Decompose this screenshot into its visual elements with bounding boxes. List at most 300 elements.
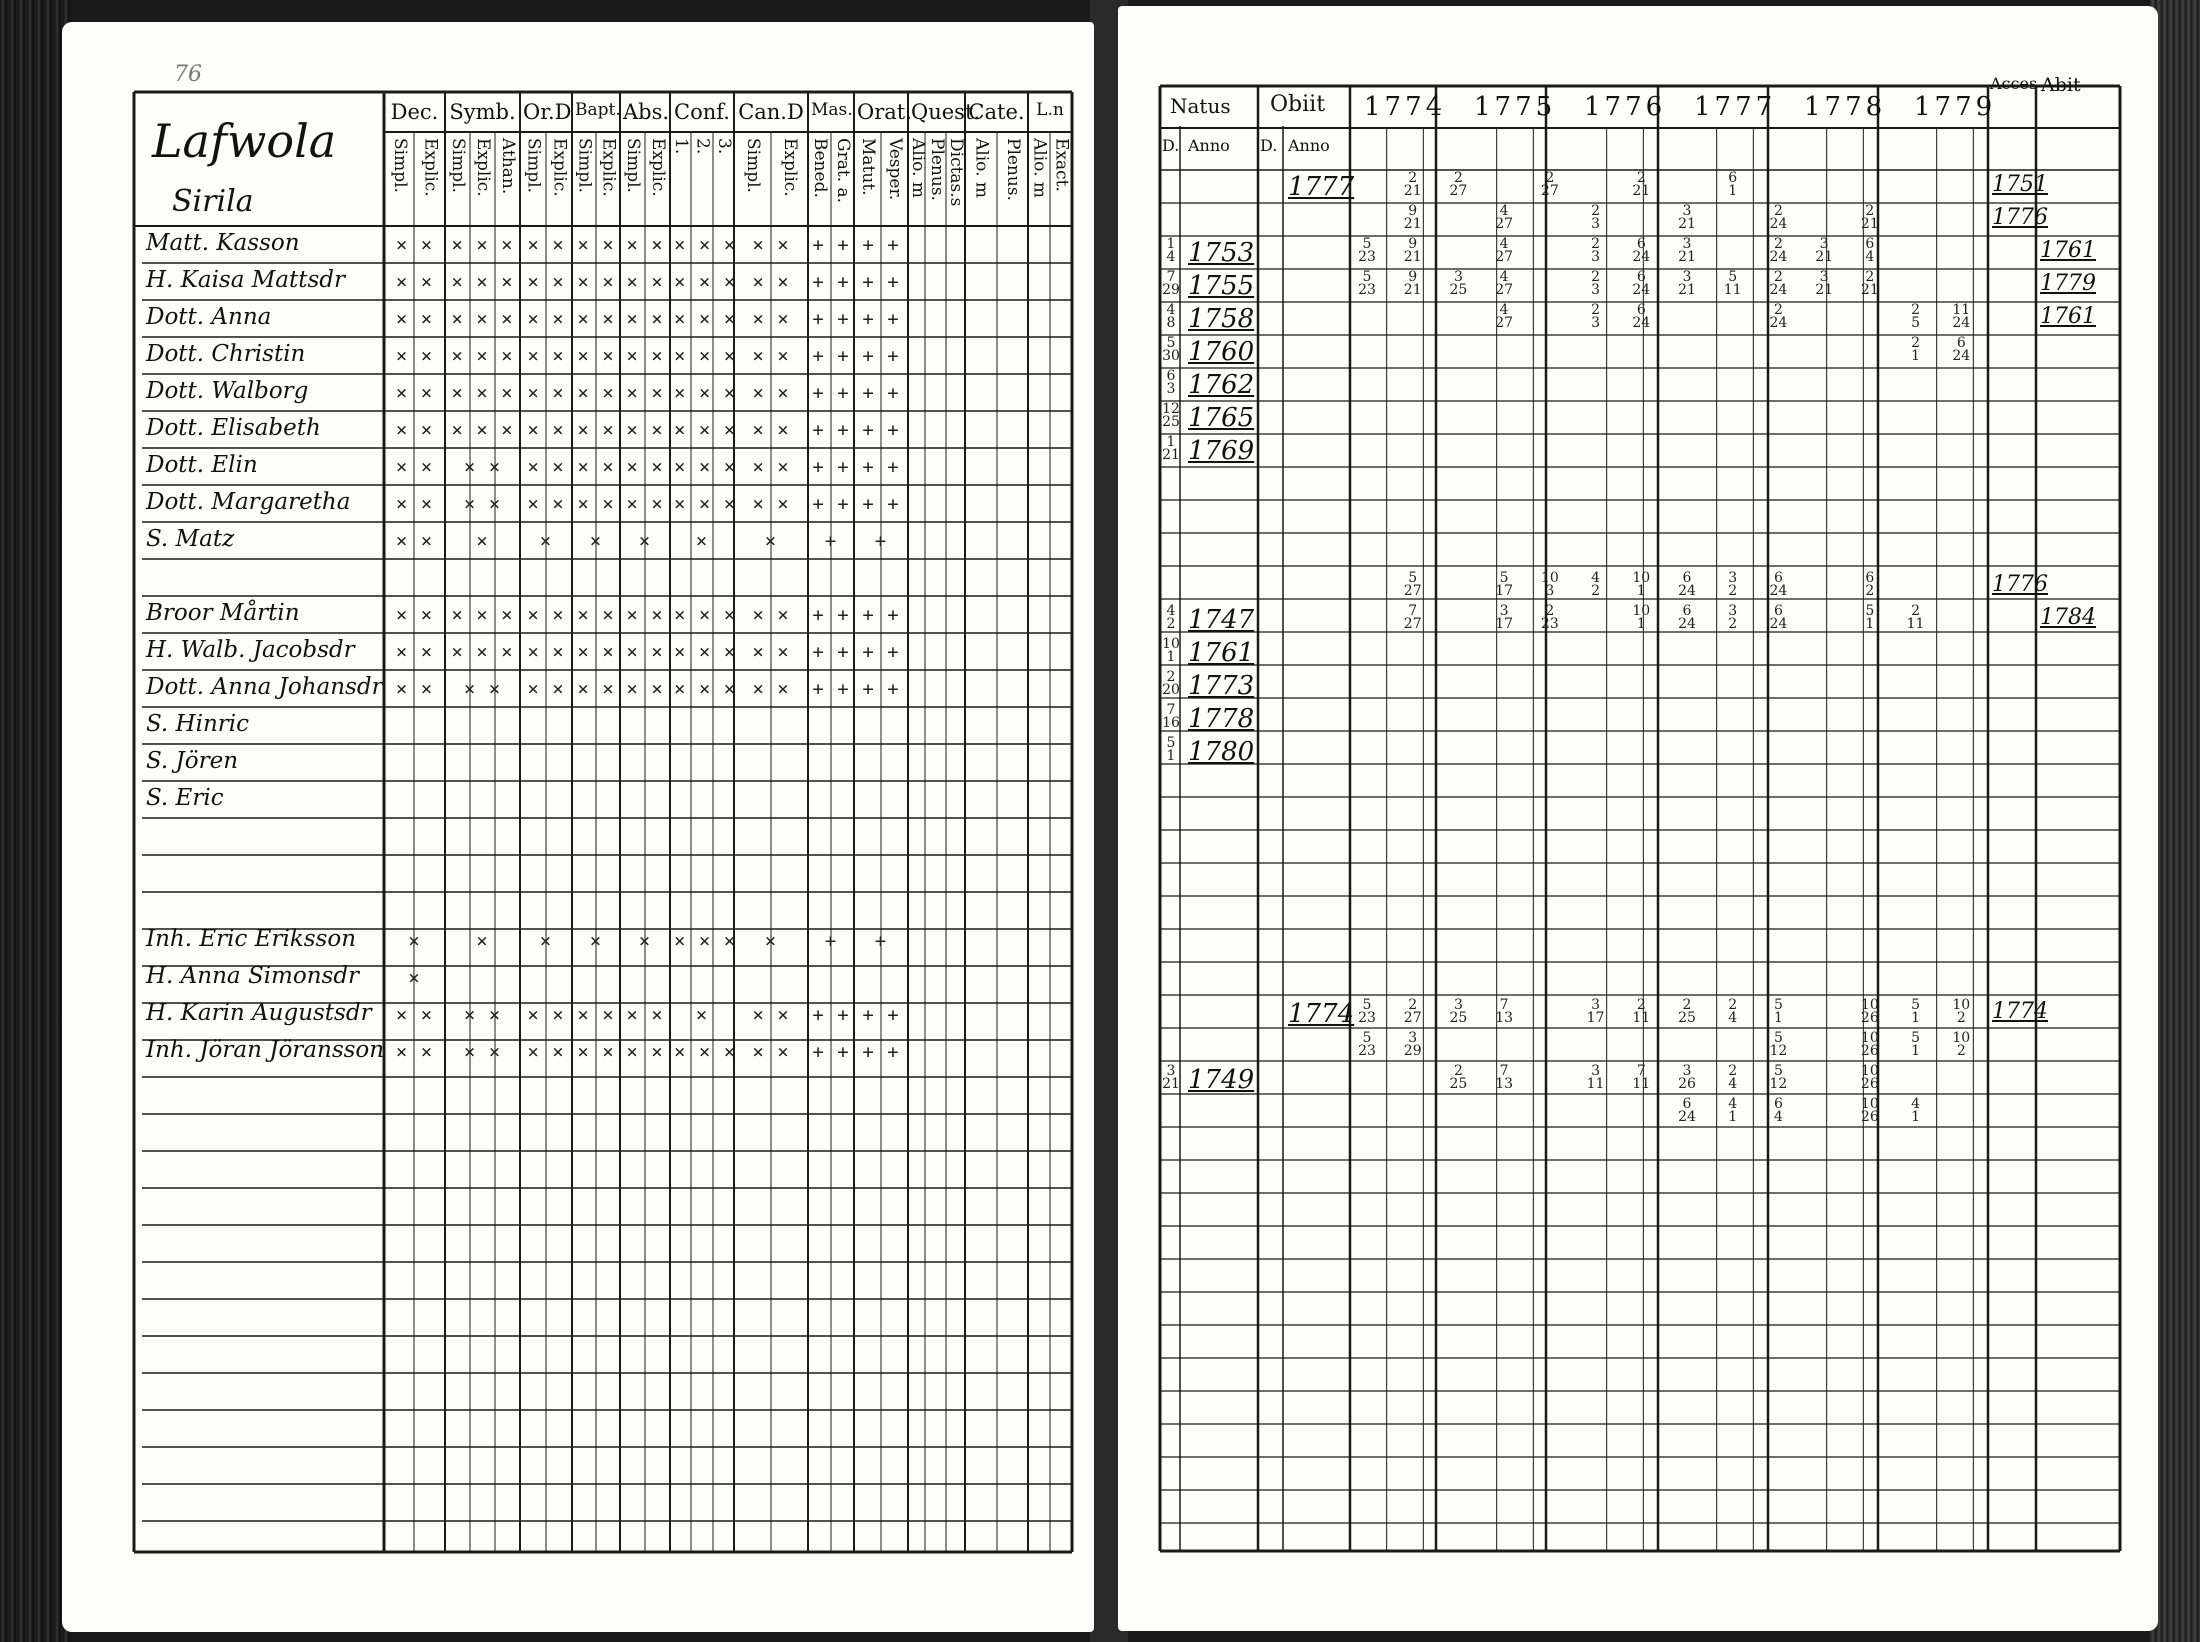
catechism-mark: × × — [626, 493, 664, 515]
year-header: 1776 — [1584, 92, 1667, 122]
communion-date: 3 29 — [1403, 1030, 1422, 1059]
communion-date: 5 12 — [1769, 1030, 1788, 1059]
catechism-mark: × × — [527, 641, 565, 663]
catechism-mark: × × — [752, 493, 790, 515]
communion-date: 2 23 — [1540, 603, 1559, 632]
communion-date: 4 27 — [1495, 203, 1514, 232]
communion-date: 3 21 — [1678, 269, 1696, 298]
catechism-mark: × × × — [451, 234, 514, 256]
communion-date: 10 26 — [1860, 997, 1879, 1026]
catechism-mark: × × — [626, 382, 664, 404]
catechism-mark: × — [764, 930, 778, 952]
abiit-year: 1761 — [2040, 238, 2096, 263]
column-subheader: Matut. — [858, 138, 878, 196]
catechism-mark: × × — [752, 678, 790, 700]
column-subheader: 3. — [713, 138, 734, 155]
catechism-mark: × × — [463, 1004, 502, 1026]
person-name: Dott. Anna — [146, 304, 272, 330]
column-subheader: Explic. — [473, 138, 493, 197]
catechism-mark: × — [408, 930, 421, 952]
person-name: H. Karin Augustsdr — [146, 1000, 372, 1026]
natus-day-header: D. — [1162, 136, 1180, 155]
abiit-year: 1784 — [2040, 605, 2096, 630]
catechism-mark: × × — [395, 1041, 434, 1063]
person-name: Inh. Jöran Jöransson — [146, 1037, 385, 1063]
communion-date: 5 12 — [1769, 1063, 1788, 1092]
catechism-mark: × × — [395, 234, 434, 256]
person-name: Matt. Kasson — [146, 230, 300, 256]
communion-date: 7 11 — [1632, 1063, 1651, 1092]
communion-date: 3 26 — [1678, 1063, 1696, 1092]
abiit-year: 1779 — [2040, 271, 2096, 296]
communion-date: 6 2 — [1865, 570, 1875, 599]
person-name: H. Anna Simonsdr — [146, 963, 360, 989]
catechism-mark: × — [695, 530, 709, 552]
communion-date: 2 21 — [1860, 203, 1879, 232]
catechism-mark: × × — [752, 382, 790, 404]
catechism-mark: × × — [626, 456, 664, 478]
catechism-mark: × × × — [674, 234, 737, 256]
death-year: 1774 — [1288, 999, 1355, 1029]
catechism-mark: × × — [752, 234, 790, 256]
person-name: Broor Mårtin — [146, 600, 300, 626]
birth-year: 1762 — [1188, 370, 1255, 400]
person-name: S. Hinric — [146, 711, 250, 737]
catechism-mark: + + — [812, 234, 850, 256]
column-subheader: Plenus. — [927, 138, 947, 201]
catechism-mark: × — [764, 530, 778, 552]
catechism-mark: × — [695, 1004, 709, 1026]
catechism-mark: × × × — [674, 419, 737, 441]
accessit-year: 1776 — [1992, 205, 2048, 230]
column-subheader: 2. — [692, 138, 713, 155]
birth-day: 5 1 — [1166, 735, 1176, 764]
birth-year: 1747 — [1188, 605, 1255, 635]
communion-date: 3 2 — [1728, 570, 1738, 599]
column-header: Dec. — [390, 100, 439, 124]
catechism-mark: + + — [812, 419, 850, 441]
catechism-mark: × × — [577, 456, 615, 478]
column-subheader: Explic. — [420, 138, 441, 197]
birth-year: 1758 — [1188, 304, 1255, 334]
accessit-header: Acces — [1990, 74, 2038, 93]
catechism-mark: × × — [626, 345, 664, 367]
catechism-mark: + + — [862, 382, 900, 404]
column-header: Bapt. — [575, 100, 621, 120]
column-header: L.n — [1036, 100, 1064, 120]
communion-date: 6 24 — [1632, 269, 1651, 298]
catechism-mark: × × × — [674, 345, 737, 367]
catechism-mark: × × — [577, 345, 615, 367]
catechism-mark: × × — [626, 419, 664, 441]
birth-year: 1780 — [1188, 737, 1255, 767]
column-subheader: Alio. m — [971, 138, 992, 199]
catechism-mark: + — [824, 530, 838, 552]
catechism-mark: × × — [527, 1004, 565, 1026]
column-subheader: Vesper. — [885, 138, 905, 201]
column-subheader: Simpl. — [523, 138, 544, 193]
communion-date: 2 11 — [1906, 603, 1925, 632]
catechism-mark: + + — [812, 382, 850, 404]
communion-date: 2 24 — [1769, 236, 1788, 265]
catechism-mark: × × — [577, 1004, 615, 1026]
catechism-mark: × × — [752, 271, 790, 293]
birth-year: 1769 — [1188, 436, 1255, 466]
person-name: S. Jören — [146, 748, 239, 774]
catechism-mark: × × — [395, 604, 434, 626]
birth-day: 7 29 — [1162, 269, 1180, 298]
communion-date: 4 2 — [1591, 570, 1601, 599]
obiit-year-header: Anno — [1288, 136, 1330, 155]
birth-year: 1773 — [1188, 671, 1255, 701]
catechism-mark: × × × — [674, 271, 737, 293]
catechism-mark: + — [874, 530, 888, 552]
catechism-mark: × × — [752, 345, 790, 367]
catechism-mark: × × — [395, 678, 434, 700]
communion-date: 2 3 — [1591, 269, 1601, 298]
communion-date: 6 24 — [1952, 335, 1971, 364]
communion-date: 2 11 — [1632, 997, 1651, 1026]
communion-date: 5 17 — [1495, 570, 1514, 599]
catechism-mark: + + — [812, 604, 850, 626]
communion-date: 7 27 — [1403, 603, 1422, 632]
catechism-mark: × × — [395, 308, 434, 330]
column-header: Or.D — [523, 100, 572, 124]
communion-date: 3 21 — [1815, 269, 1834, 298]
left-page-ruling — [62, 22, 1094, 1632]
catechism-mark: × × × — [674, 641, 737, 663]
catechism-mark: + + — [862, 271, 900, 293]
communion-date: 2 27 — [1449, 170, 1468, 199]
person-name: Inh. Eric Eriksson — [146, 926, 357, 952]
communion-date: 5 1 — [1911, 1030, 1921, 1059]
catechism-mark: × × × — [674, 678, 737, 700]
catechism-mark: × × — [577, 1041, 615, 1063]
communion-date: 9 21 — [1403, 236, 1422, 265]
person-name: H. Walb. Jacobsdr — [146, 637, 355, 663]
catechism-mark: × × × — [451, 641, 514, 663]
catechism-mark: × × × — [674, 382, 737, 404]
communion-date: 2 21 — [1403, 170, 1422, 199]
communion-date: 3 25 — [1449, 269, 1468, 298]
catechism-mark: × × — [527, 271, 565, 293]
catechism-mark: × × — [395, 419, 434, 441]
communion-date: 6 24 — [1678, 570, 1696, 599]
column-subheader: Bened. — [810, 138, 830, 198]
catechism-mark: × × — [577, 419, 615, 441]
abiit-header: Abit — [2041, 74, 2081, 96]
column-subheader: Athan. — [498, 138, 518, 195]
catechism-mark: × × — [752, 308, 790, 330]
communion-date: 2 4 — [1728, 1063, 1738, 1092]
catechism-mark: + — [824, 930, 838, 952]
accessit-year: 1776 — [1992, 572, 2048, 597]
death-year: 1777 — [1288, 172, 1355, 202]
catechism-mark: × × — [395, 1004, 434, 1026]
right-page — [1118, 6, 2158, 1631]
folio-number: 76 — [174, 62, 202, 87]
communion-date: 6 24 — [1632, 236, 1651, 265]
communion-date: 10 2 — [1952, 1030, 1971, 1059]
communion-date: 10 26 — [1860, 1096, 1879, 1125]
column-subheader: Plenus. — [1002, 138, 1023, 201]
catechism-mark: × × — [395, 456, 434, 478]
communion-date: 2 27 — [1403, 997, 1422, 1026]
catechism-mark: + + — [862, 493, 900, 515]
birth-year: 1753 — [1188, 238, 1255, 268]
catechism-mark: + + — [812, 493, 850, 515]
column-subheader: Simpl. — [389, 138, 410, 193]
natus-header: Natus — [1170, 94, 1231, 118]
catechism-mark: × × — [463, 1041, 502, 1063]
catechism-mark: × × — [395, 382, 434, 404]
catechism-mark: × — [589, 530, 603, 552]
catechism-mark: + + — [862, 419, 900, 441]
birth-year: 1755 — [1188, 271, 1255, 301]
catechism-mark: × × — [752, 456, 790, 478]
catechism-mark: × × × — [451, 345, 514, 367]
catechism-mark: + + — [812, 345, 850, 367]
communion-date: 10 26 — [1860, 1030, 1879, 1059]
communion-date: 5 1 — [1865, 603, 1875, 632]
communion-date: 2 25 — [1449, 1063, 1468, 1092]
column-subheader: Grat. a. — [833, 138, 853, 204]
accessit-year: 1751 — [1992, 172, 2048, 197]
communion-date: 2 21 — [1860, 269, 1879, 298]
catechism-mark: × × — [527, 419, 565, 441]
communion-date: 3 2 — [1728, 603, 1738, 632]
column-subheader: Simpl. — [574, 138, 595, 193]
catechism-mark: × × — [463, 678, 502, 700]
catechism-mark: × × × — [451, 382, 514, 404]
column-subheader: Alio. m — [908, 138, 928, 199]
catechism-mark: + — [874, 930, 888, 952]
year-header: 1778 — [1804, 92, 1887, 122]
column-header: Orat. — [857, 100, 912, 124]
birth-year: 1749 — [1188, 1065, 1255, 1095]
catechism-mark: × — [476, 530, 489, 552]
birth-day: 7 16 — [1162, 702, 1180, 731]
catechism-mark: × × — [463, 493, 502, 515]
catechism-mark: + + — [862, 641, 900, 663]
catechism-mark: + + — [862, 1041, 900, 1063]
catechism-mark: × × — [527, 234, 565, 256]
communion-date: 2 27 — [1540, 170, 1559, 199]
catechism-mark: × × × — [674, 456, 737, 478]
birth-day: 3 21 — [1162, 1063, 1180, 1092]
left-page — [62, 22, 1094, 1632]
birth-day: 6 3 — [1166, 368, 1176, 397]
column-subheader: Simpl. — [448, 138, 468, 193]
catechism-mark: × × × — [451, 604, 514, 626]
catechism-mark: × × — [463, 456, 502, 478]
birth-year: 1765 — [1188, 403, 1255, 433]
catechism-mark: × × — [626, 678, 664, 700]
catechism-mark: × × — [527, 382, 565, 404]
communion-date: 4 27 — [1495, 269, 1514, 298]
communion-date: 5 23 — [1358, 1030, 1376, 1059]
communion-date: 3 17 — [1586, 997, 1605, 1026]
birth-day: 10 1 — [1162, 636, 1180, 665]
catechism-mark: × × — [577, 493, 615, 515]
catechism-mark: × — [539, 530, 553, 552]
catechism-mark: + + — [862, 678, 900, 700]
communion-date: 4 1 — [1911, 1096, 1921, 1125]
communion-date: 5 23 — [1358, 269, 1376, 298]
column-subheader: Explic. — [598, 138, 619, 197]
communion-date: 5 27 — [1403, 570, 1422, 599]
catechism-mark: × × — [577, 234, 615, 256]
obiit-day-header: D. — [1260, 136, 1278, 155]
catechism-mark: + + — [862, 234, 900, 256]
catechism-mark: × × — [577, 604, 615, 626]
catechism-mark: × × — [395, 641, 434, 663]
birth-day: 1 21 — [1162, 434, 1180, 463]
communion-date: 10 1 — [1632, 570, 1651, 599]
communion-date: 3 25 — [1449, 997, 1468, 1026]
communion-date: 7 13 — [1495, 1063, 1514, 1092]
communion-date: 2 21 — [1632, 170, 1651, 199]
catechism-mark: × × × — [451, 419, 514, 441]
communion-date: 4 1 — [1728, 1096, 1738, 1125]
catechism-mark: × × × — [674, 604, 737, 626]
accessit-year: 1774 — [1992, 999, 2048, 1024]
communion-date: 10 26 — [1860, 1063, 1879, 1092]
communion-date: 2 24 — [1769, 302, 1788, 331]
column-subheader: Explic. — [549, 138, 570, 197]
column-subheader: 1. — [671, 138, 692, 155]
column-subheader: Alio. m — [1029, 138, 1050, 199]
person-name: H. Kaisa Mattsdr — [146, 267, 346, 293]
column-header: Mas. — [811, 100, 853, 120]
catechism-mark: + + — [862, 1004, 900, 1026]
catechism-mark: + + — [812, 1041, 850, 1063]
catechism-mark: × × — [527, 493, 565, 515]
catechism-mark: × × — [395, 271, 434, 293]
catechism-mark: × × — [527, 604, 565, 626]
catechism-mark: + + — [812, 678, 850, 700]
catechism-mark: × × — [577, 678, 615, 700]
communion-date: 2 3 — [1591, 203, 1601, 232]
natus-year-header: Anno — [1188, 136, 1230, 155]
birth-year: 1760 — [1188, 337, 1255, 367]
catechism-mark: + + — [812, 308, 850, 330]
catechism-mark: × × × — [674, 308, 737, 330]
communion-date: 2 1 — [1911, 335, 1921, 364]
catechism-mark: × × — [626, 604, 664, 626]
catechism-mark: + + — [862, 604, 900, 626]
catechism-mark: + + — [812, 1004, 850, 1026]
catechism-mark: × — [638, 930, 652, 952]
communion-date: 2 24 — [1769, 269, 1788, 298]
catechism-mark: × — [638, 530, 652, 552]
obiit-header: Obiit — [1270, 92, 1326, 117]
column-header: Abs. — [623, 100, 670, 124]
communion-date: 5 1 — [1773, 997, 1783, 1026]
communion-date: 6 24 — [1678, 603, 1696, 632]
communion-date: 3 21 — [1678, 236, 1696, 265]
catechism-mark: × × — [577, 382, 615, 404]
communion-date: 3 21 — [1678, 203, 1696, 232]
communion-date: 10 3 — [1540, 570, 1559, 599]
birth-day: 5 30 — [1162, 335, 1180, 364]
communion-date: 6 24 — [1769, 603, 1788, 632]
communion-date: 6 1 — [1728, 170, 1738, 199]
year-header: 1775 — [1474, 92, 1557, 122]
household-title: Lafwola — [152, 114, 337, 168]
catechism-mark: × × — [527, 345, 565, 367]
catechism-mark: × × × — [674, 493, 737, 515]
person-name: S. Matz — [146, 526, 235, 552]
communion-date: 10 1 — [1632, 603, 1651, 632]
communion-date: 9 21 — [1403, 269, 1422, 298]
person-name: Dott. Walborg — [146, 378, 309, 404]
catechism-mark: × × — [577, 308, 615, 330]
book-edge-left — [0, 0, 70, 1642]
communion-date: 2 3 — [1591, 302, 1601, 331]
catechism-mark: + + — [812, 271, 850, 293]
birth-day: 1 4 — [1166, 236, 1176, 265]
person-name: S. Eric — [146, 785, 224, 811]
catechism-mark: × × — [626, 1004, 664, 1026]
catechism-mark: × × — [626, 271, 664, 293]
catechism-mark: + + — [812, 456, 850, 478]
person-name: Dott. Margaretha — [146, 489, 351, 515]
catechism-mark: × × — [577, 641, 615, 663]
catechism-mark: × × × — [674, 930, 737, 952]
catechism-mark: × × — [527, 308, 565, 330]
communion-date: 6 24 — [1632, 302, 1651, 331]
column-header: Can.D — [738, 100, 804, 124]
catechism-mark: × × — [626, 1041, 664, 1063]
catechism-mark: × — [476, 930, 489, 952]
communion-date: 4 27 — [1495, 302, 1514, 331]
communion-date: 6 24 — [1769, 570, 1788, 599]
column-header: Quest. — [911, 100, 981, 124]
column-subheader: Exact. — [1051, 138, 1072, 192]
catechism-mark: × — [589, 930, 603, 952]
catechism-mark: × × — [626, 234, 664, 256]
catechism-mark: + + — [862, 308, 900, 330]
person-name: Dott. Anna Johansdr — [146, 674, 383, 700]
catechism-mark: + + — [862, 456, 900, 478]
catechism-mark: × × × — [451, 308, 514, 330]
communion-date: 5 11 — [1723, 269, 1742, 298]
catechism-mark: × × — [527, 456, 565, 478]
communion-date: 2 4 — [1728, 997, 1738, 1026]
year-header: 1779 — [1914, 92, 1997, 122]
column-subheader: Explic. — [648, 138, 668, 197]
catechism-mark: × × — [395, 493, 434, 515]
catechism-mark: × × — [626, 641, 664, 663]
catechism-mark: × × — [752, 641, 790, 663]
birth-year: 1761 — [1188, 638, 1255, 668]
catechism-mark: × × — [752, 604, 790, 626]
catechism-mark: × × — [527, 1041, 565, 1063]
birth-day: 12 25 — [1162, 401, 1180, 430]
person-name: Dott. Christin — [146, 341, 306, 367]
catechism-mark: × × — [577, 271, 615, 293]
communion-date: 6 24 — [1678, 1096, 1696, 1125]
household-subtitle: Sirila — [172, 184, 254, 219]
catechism-mark: × × × — [451, 271, 514, 293]
catechism-mark: + + — [862, 345, 900, 367]
communion-date: 11 24 — [1952, 302, 1971, 331]
communion-date: 2 24 — [1769, 203, 1788, 232]
column-subheader: Dictas.s — [946, 138, 966, 207]
communion-date: 2 25 — [1678, 997, 1696, 1026]
abiit-year: 1761 — [2040, 304, 2096, 329]
